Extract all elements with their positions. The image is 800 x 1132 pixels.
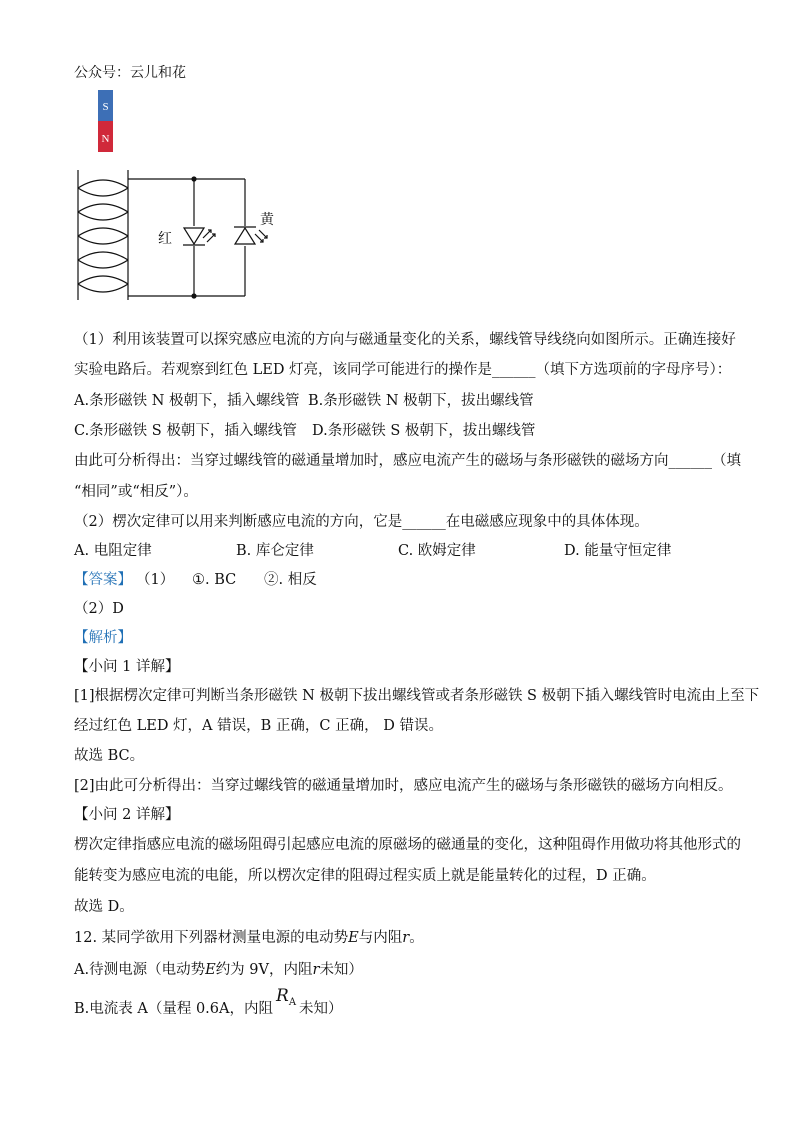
q12-text-pre: 某同学欲用下列器材测量电源的电动势 — [97, 930, 349, 946]
answer-item2: ②. 相反 — [264, 572, 317, 588]
q2-option-d: D. 能量守恒定律 — [564, 543, 672, 559]
q12-b-pre: B.电流表 A（量程 0.6A，内阻 — [74, 1001, 273, 1017]
q12-number: 12. — [74, 930, 98, 946]
answer-part2: （2）D — [74, 601, 124, 617]
red-led-symbol — [183, 228, 215, 245]
answer-part1: （1） — [136, 572, 175, 588]
junction-top — [191, 176, 196, 181]
q12-text-mid: 与内阻 — [358, 930, 403, 946]
analysis-sub2-line1: 楞次定律指感应电流的磁场阻碍引起感应电流的原磁场的磁通量的变化，这种阻碍作用做功将其他形式的 — [74, 837, 741, 853]
yellow-led-symbol — [234, 227, 267, 244]
junction-bottom — [191, 293, 196, 298]
q1-text-line3: 由此可分析得出：当穿过螺线管的磁通量增加时，感应电流产生的磁场与条形磁铁的磁场方向______（填 — [74, 453, 741, 469]
magnet-n-label: N — [101, 133, 110, 145]
analysis-sub2-title: 【小问 2 详解】 — [74, 807, 180, 823]
q12-stem — [74, 928, 424, 948]
q12-a-pre: A.待测电源（电动势 — [74, 962, 206, 978]
q1-text-line4: “相同”或“相反”）。 — [74, 484, 198, 500]
q12-a-mid: 约为 9V，内阻 — [215, 962, 313, 978]
analysis-label: 【解析】 — [74, 630, 132, 646]
q12-symbol-e: E — [348, 930, 359, 946]
q12-item-a — [74, 960, 363, 980]
q2-text: （2）楞次定律可以用来判断感应电流的方向，它是______在电磁感应现象中的具体体现。 — [74, 514, 649, 530]
yellow-led-label: 黄 — [260, 212, 274, 228]
q2-option-b: B. 库仑定律 — [236, 543, 314, 559]
answer-label: 【答案】 — [74, 572, 132, 588]
q1-option-b: B.条形磁铁 N 极朝下，拔出螺线管 — [308, 393, 534, 409]
q12-b-subscript: A — [288, 997, 297, 1008]
q12-text-end: 。 — [409, 930, 424, 946]
answer-item1: ①. BC — [192, 572, 237, 588]
analysis-sub1-line2: 经过红色 LED 灯，A 错误，B 正确，C 正确， D 错误。 — [74, 718, 443, 734]
watermark-header: 公众号：云儿和花 — [74, 65, 186, 81]
q1-option-d: D.条形磁铁 S 极朝下，拔出螺线管 — [312, 423, 536, 439]
analysis-sub2-line2: 能转变为感应电流的电能，所以楞次定律的阻碍过程实质上就是能量转化的过程，D 正确。 — [74, 868, 656, 884]
q12-a-symbol-r: r — [312, 962, 320, 978]
q12-symbol-r: r — [402, 930, 410, 946]
q12-item-b — [74, 986, 343, 1021]
q2-option-a: A. 电阻定律 — [74, 543, 152, 559]
q12-a-end: 未知） — [319, 962, 363, 978]
analysis-sub1-line1: [1]根据楞次定律可判断当条形磁铁 N 极朝下拔出螺线管或者条形磁铁 S 极朝下插入螺线管时电流由上至下 — [74, 688, 760, 704]
q1-text-line1: （1）利用该装置可以探究感应电流的方向与磁通量变化的关系，螺线管导线绕向如图所示。正确连接好 — [74, 332, 736, 348]
analysis-sub1-title: 【小问 1 详解】 — [74, 659, 180, 675]
circuit-diagram — [70, 88, 290, 308]
q1-option-c: C.条形磁铁 S 极朝下，插入螺线管 — [74, 423, 297, 439]
q12-b-end: 未知） — [299, 1001, 343, 1017]
q12-b-symbol-r: R — [276, 986, 289, 1006]
q1-option-a: A.条形磁铁 N 极朝下，插入螺线管 — [74, 393, 300, 409]
analysis-sub1-line4: [2]由此可分析得出：当穿过螺线管的磁通量增加时，感应电流产生的磁场与条形磁铁的磁场方向相反。 — [74, 778, 733, 794]
q2-option-c: C. 欧姆定律 — [398, 543, 476, 559]
analysis-sub1-line3: 故选 BC。 — [74, 748, 145, 764]
q1-text-line2: 实验电路后。若观察到红色 LED 灯亮，该同学可能进行的操作是______（填下方选项前的字母序号）： — [74, 362, 732, 378]
magnet-s-label: S — [102, 101, 109, 113]
analysis-sub2-line3: 故选 D。 — [74, 899, 134, 915]
q12-a-symbol-e: E — [205, 962, 216, 978]
red-led-label: 红 — [158, 231, 172, 247]
